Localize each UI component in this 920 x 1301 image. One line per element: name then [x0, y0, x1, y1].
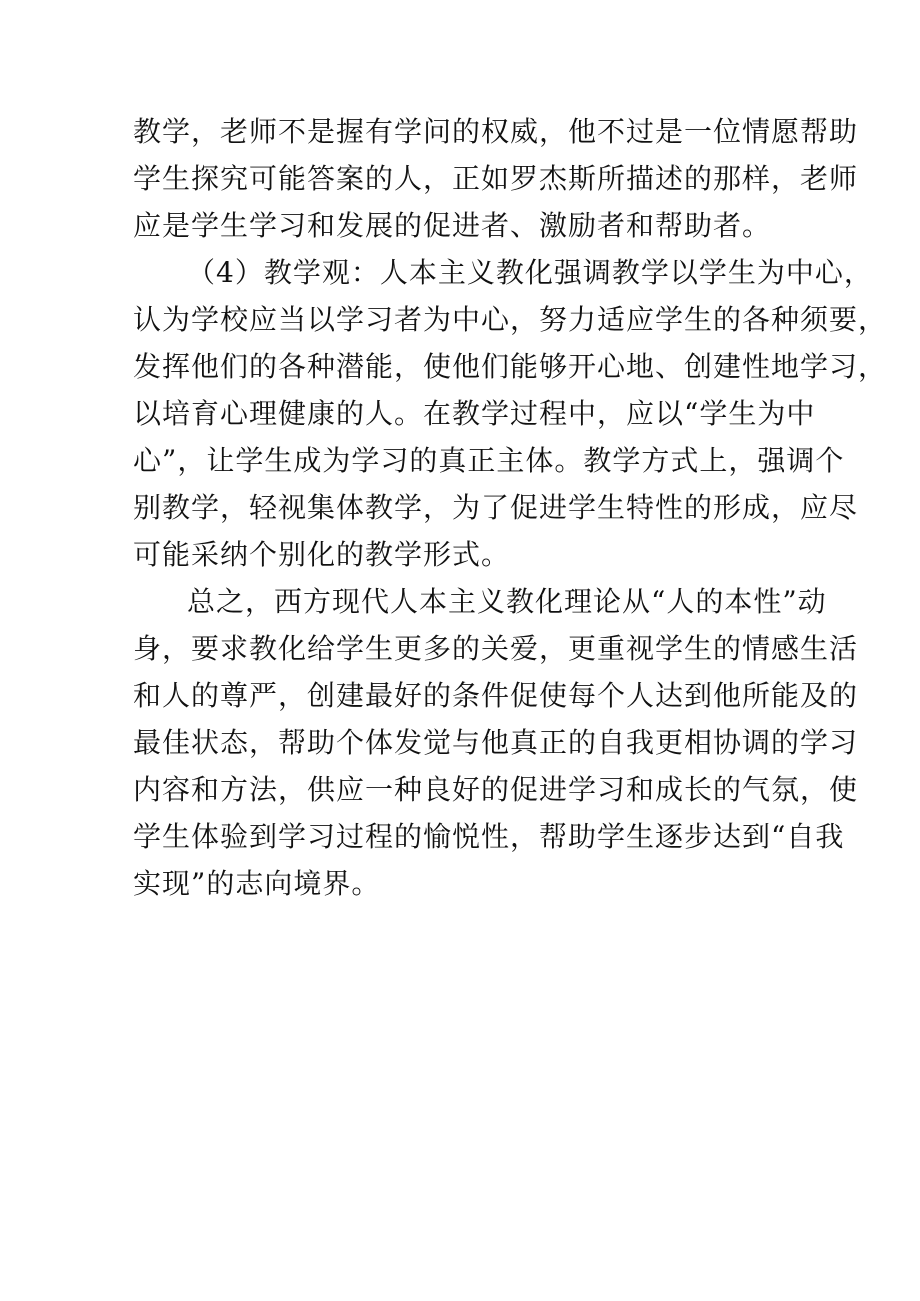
text-line: 学生探究可能答案的人，正如罗杰斯所描述的那样，老师	[133, 162, 859, 195]
text-line: 认为学校应当以学习者为中心，努力适应学生的各种须要，	[133, 303, 888, 336]
text-line: 最佳状态，帮助个体发觉与他真正的自我更相协调的学习	[133, 726, 859, 759]
text-line: 可能采纳个别化的教学形式。	[133, 538, 511, 571]
text-line: 教学，老师不是握有学问的权威，他不过是一位情愿帮助	[133, 115, 859, 148]
text-line: 以培育心理健康的人。在教学过程中，应以“学生为中	[133, 397, 816, 430]
text-line: 和人的尊严，创建最好的条件促使每个人达到他所能及的	[133, 679, 859, 712]
text-line: 学生体验到学习过程的愉悦性，帮助学生逐步达到“自我	[133, 820, 845, 853]
text-line: （4）教学观：人本主义教化强调教学以学生为中心，	[187, 256, 873, 289]
text-line: 身，要求教化给学生更多的关爱，更重视学生的情感生活	[133, 632, 859, 665]
text-line: 发挥他们的各种潜能，使他们能够开心地、创建性地学习，	[133, 350, 888, 383]
text-line: 心”，让学生成为学习的真正主体。教学方式上，强调个	[133, 444, 845, 477]
text-line: 别教学，轻视集体教学，为了促进学生特性的形成，应尽	[133, 491, 859, 524]
text-line: 总之，西方现代人本主义教化理论从“人的本性”动	[187, 585, 827, 618]
text-line: 应是学生学习和发展的促进者、激励者和帮助者。	[133, 209, 772, 242]
text-line: 实现”的志向境界。	[133, 867, 381, 900]
text-line: 内容和方法，供应一种良好的促进学习和成长的气氛，使	[133, 773, 859, 806]
